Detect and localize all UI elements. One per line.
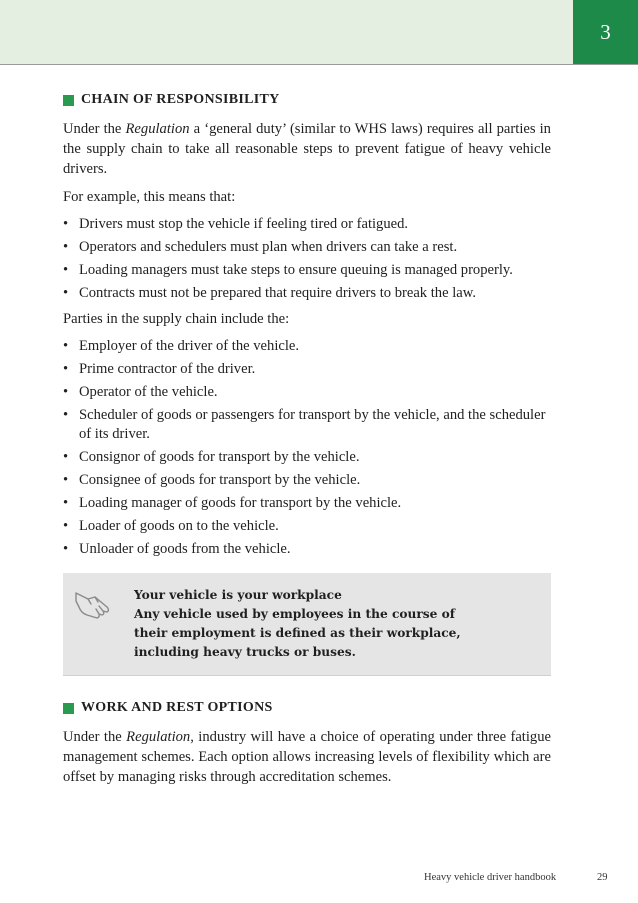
- heading-square-icon: [63, 703, 74, 714]
- list-item: • Loading managers must take steps to ensure queuing is managed properly.: [63, 261, 551, 280]
- list-item: • Unloader of goods from the vehicle.: [63, 540, 551, 559]
- list-item: • Contracts must not be prepared that require drivers to break the law.: [63, 284, 551, 303]
- chapter-tab: [573, 0, 638, 64]
- note-box: [63, 573, 551, 676]
- intro-text-cont: , industry will have a choice of operating under three fatigue management schemes. Each option allows increasing levels of flexibility which are offset by managing risks through accreditation schemes.: [63, 729, 551, 785]
- intro-text: Under the: [63, 121, 126, 137]
- section-heading-chain: [63, 90, 551, 110]
- chapter-number: 3: [600, 19, 611, 44]
- list-item: • Consignee of goods for transport by the vehicle.: [63, 471, 551, 490]
- list-item: • Loading manager of goods for transport by the vehicle.: [63, 494, 551, 513]
- parties-list: [63, 337, 551, 559]
- section-heading-work-rest: [63, 698, 551, 718]
- note-title: Your vehicle is your workplace: [134, 588, 342, 602]
- page-number: 29: [597, 872, 608, 883]
- list-item: • Employer of the driver of the vehicle.: [63, 337, 551, 356]
- list-item: • Consignor of goods for transport by the vehicle.: [63, 448, 551, 467]
- example-intro: For example, this means that:: [63, 189, 236, 205]
- pointing-hand-icon: [73, 587, 113, 621]
- list-item: • Prime contractor of the driver.: [63, 360, 551, 379]
- regulation-term: Regulation: [126, 729, 191, 745]
- list-item: • Drivers must stop the vehicle if feeling tired or fatigued.: [63, 215, 551, 234]
- section-heading-text: WORK AND REST OPTIONS: [81, 700, 273, 715]
- page-content: [63, 90, 551, 795]
- work-rest-paragraph: [63, 727, 551, 787]
- intro-text-cont: a ‘general duty’ (similar to WHS laws) requires all parties in the supply chain to take all reasonable steps to prevent fatigue of heavy vehicle drivers.: [63, 121, 551, 177]
- intro-text: Under the: [63, 729, 127, 745]
- footer-title: Heavy vehicle driver handbook: [424, 872, 557, 883]
- section-heading-text: CHAIN OF RESPONSIBILITY: [81, 92, 280, 107]
- list-item: • Loader of goods on to the vehicle.: [63, 517, 551, 536]
- parties-intro: Parties in the supply chain include the:: [63, 311, 290, 327]
- header-band: [0, 0, 573, 64]
- regulation-term: Regulation: [125, 121, 190, 137]
- examples-list: [63, 215, 551, 303]
- list-item: • Operators and schedulers must plan when drivers can take a rest.: [63, 238, 551, 257]
- note-body: Any vehicle used by employees in the course of their employment is defined as their workplace, including heavy trucks or buses.: [134, 607, 461, 659]
- list-item: • Scheduler of goods or passengers for transport by the vehicle, and the scheduler of its driver.: [63, 406, 551, 444]
- header-rule: [0, 64, 638, 65]
- heading-square-icon: [63, 95, 74, 106]
- list-item: • Operator of the vehicle.: [63, 383, 551, 402]
- note-text: [134, 586, 464, 662]
- intro-paragraph: [63, 119, 551, 179]
